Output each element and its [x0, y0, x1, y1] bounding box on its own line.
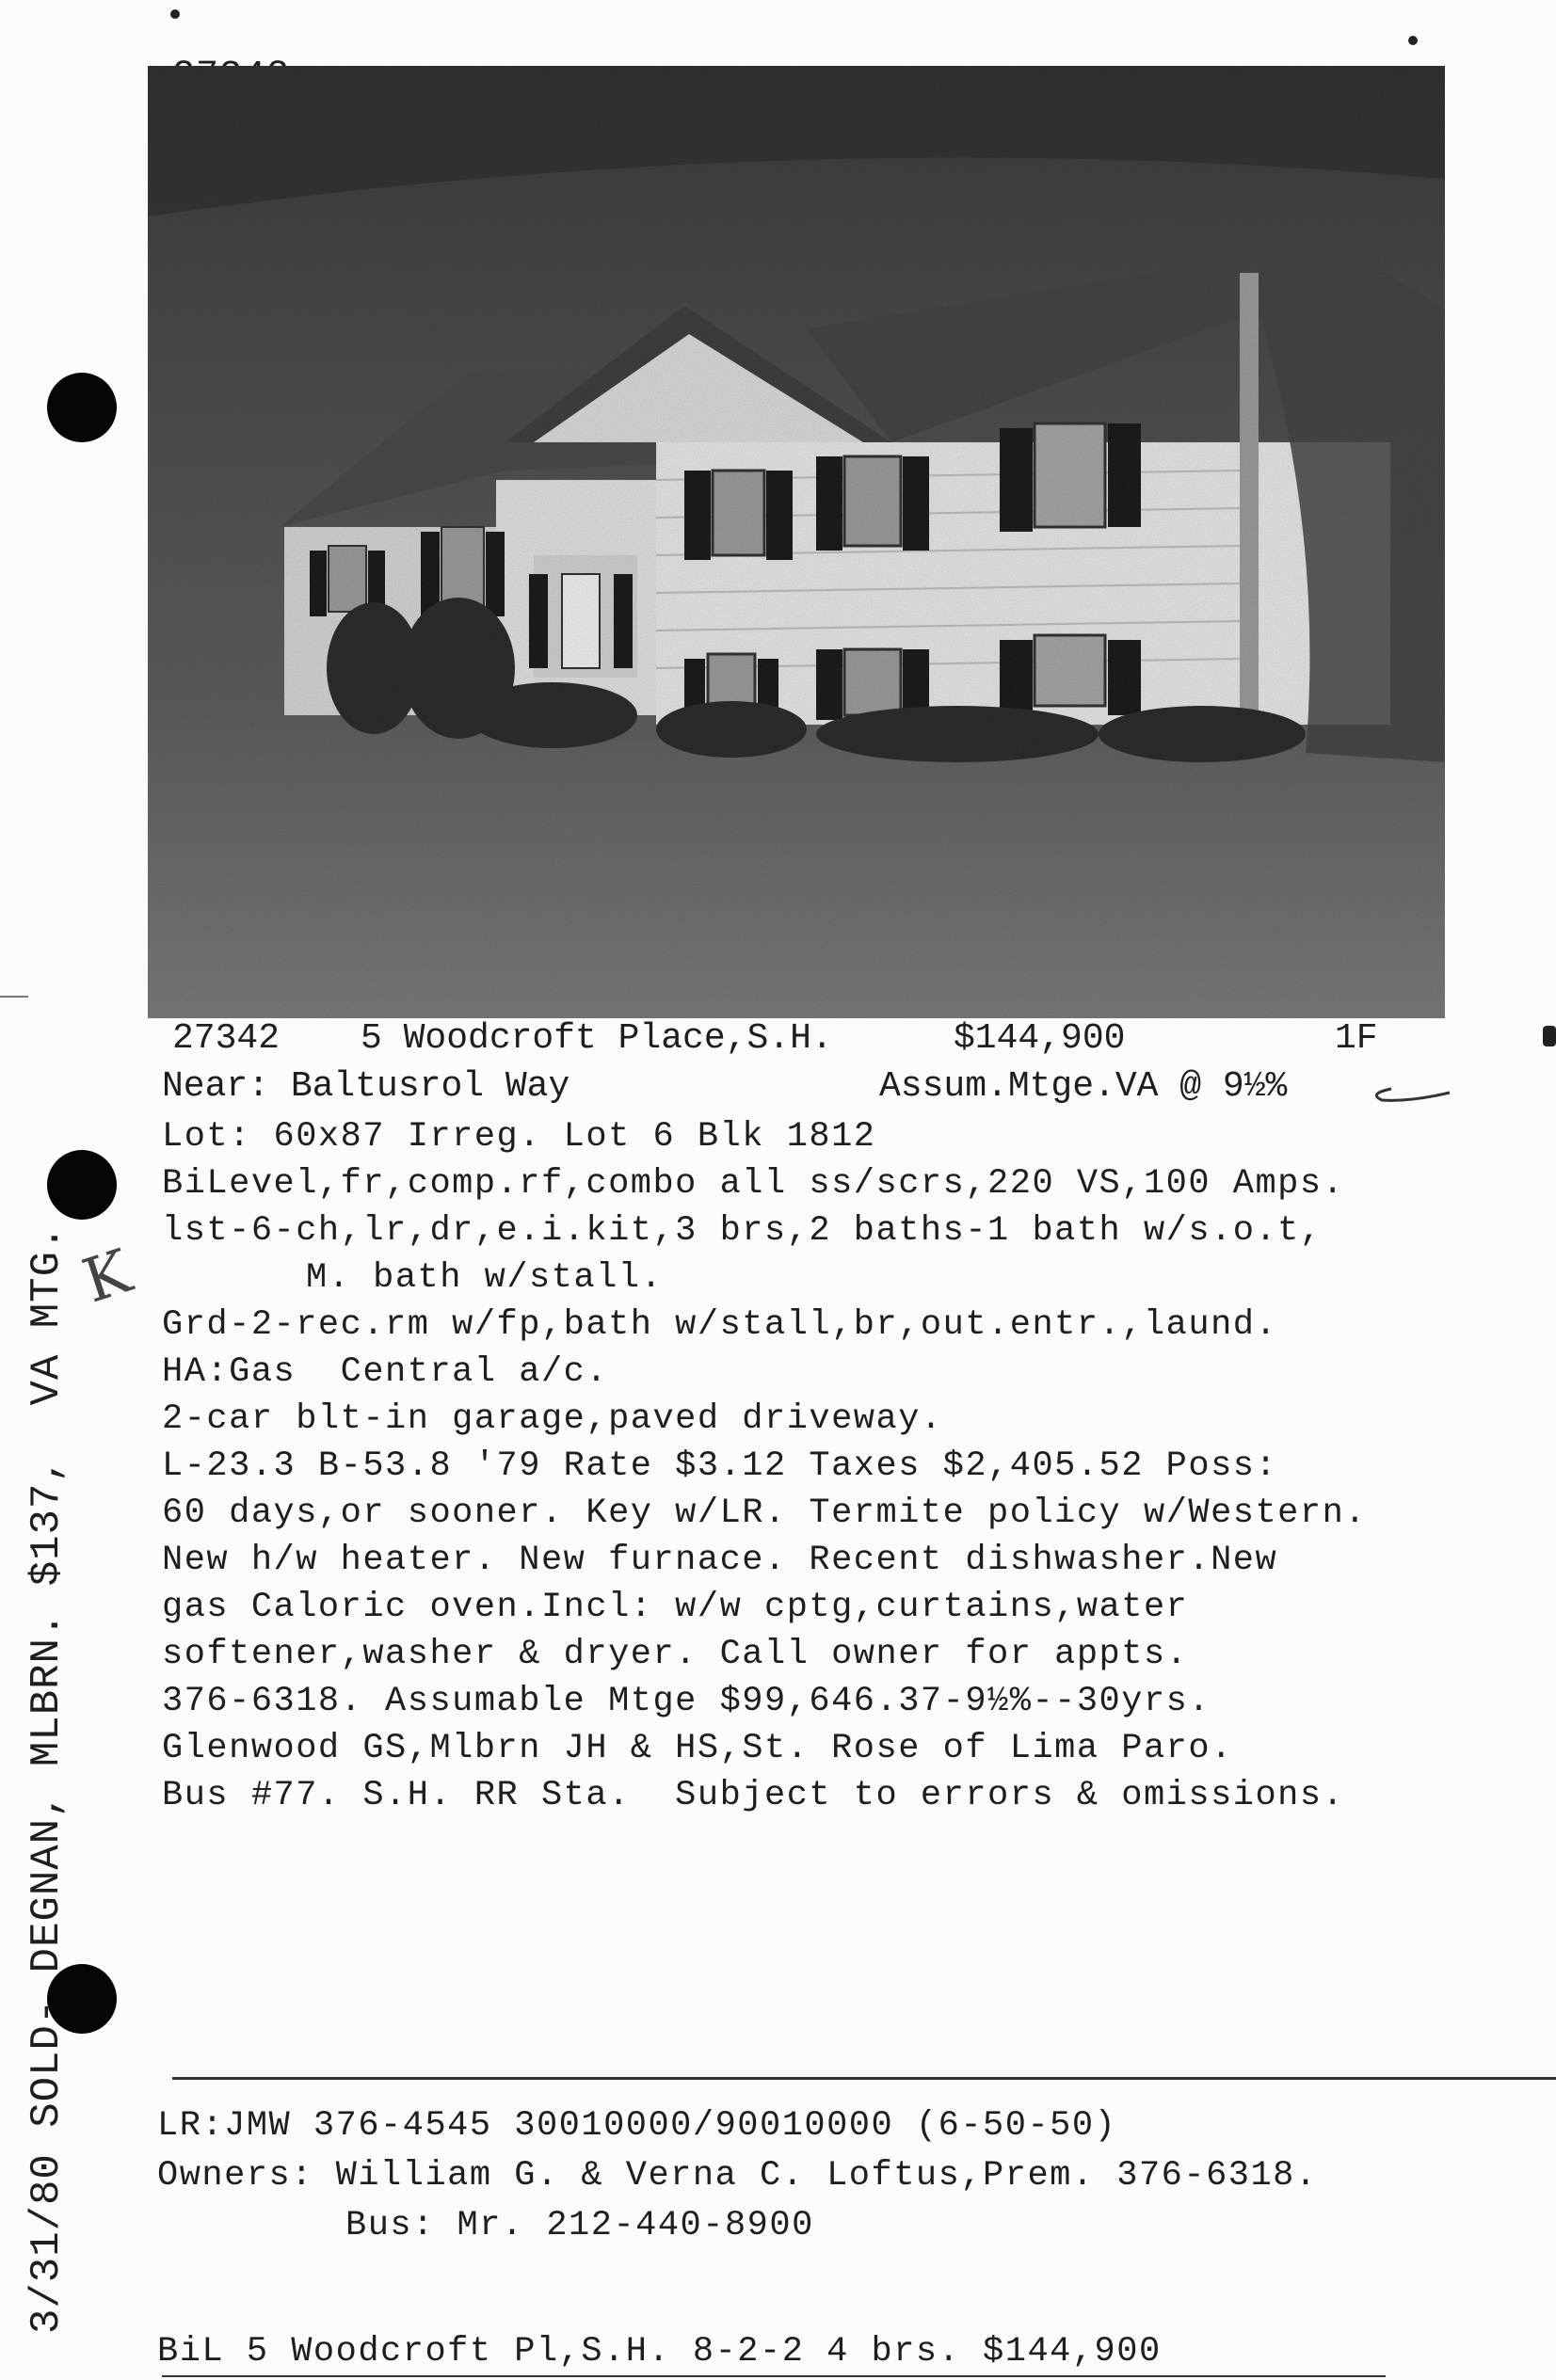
detail-line: Grd-2-rec.rm w/fp,bath w/stall,br,out.entr.,laund.: [162, 1305, 1278, 1345]
detail-line: softener,washer & dryer. Call owner for appts.: [162, 1635, 1189, 1674]
binder-hole-top: [47, 373, 117, 442]
summary-underline: [162, 2375, 1386, 2377]
listing-details: [162, 1113, 1480, 1819]
sold-side-note: 3/31/80 SOLD- DEGNAN, MLBRN. $137, VA MTG.: [24, 1224, 71, 2334]
listing-address: 5 Woodcroft Place,S.H.: [361, 1018, 833, 1059]
detail-line: 60 days,or sooner. Key w/LR. Termite policy w/Western.: [162, 1493, 1367, 1533]
mortgage-note: Assum.Mtge.VA @ 9½%: [879, 1066, 1288, 1107]
detail-line: Lot: 60x87 Irreg. Lot 6 Blk 1812: [162, 1117, 876, 1157]
near-location: Near: Baltusrol Way: [162, 1066, 570, 1107]
listing-number: 27342: [172, 1018, 281, 1059]
listing-realtor-line: LR:JMW 376-4545 30010000/90010000 (6-50-50): [157, 2106, 1117, 2146]
house-photo: [148, 66, 1445, 1018]
detail-line: M. bath w/stall.: [306, 1258, 664, 1298]
detail-line: 376-6318. Assumable Mtge $99,646.37-9½%--30yrs.: [162, 1682, 1211, 1721]
edge-mark-left: [0, 996, 28, 998]
handwritten-k-mark: K: [74, 1237, 140, 1318]
binder-hole-middle: [47, 1150, 117, 1220]
near-row: [162, 1066, 1386, 1109]
business-phone-line: Bus: Mr. 212-440-8900: [345, 2206, 814, 2245]
detail-line: BiLevel,fr,comp.rf,combo all ss/scrs,220 VS,100 Amps.: [162, 1164, 1345, 1204]
detail-line: New h/w heater. New furnace. Recent dishwasher.New: [162, 1541, 1278, 1580]
detail-line: HA:Gas Central a/c.: [162, 1352, 609, 1392]
owners-line: Owners: William G. & Verna C. Loftus,Prem. 376-6318.: [157, 2156, 1318, 2196]
corner-dot-right: [1408, 36, 1418, 45]
listing-type: 1F: [1335, 1018, 1378, 1059]
detail-line: lst-6-ch,lr,dr,e.i.kit,3 brs,2 baths-1 bath w/s.o.t,: [162, 1211, 1323, 1251]
detail-line: gas Caloric oven.Incl: w/w cptg,curtains,water: [162, 1588, 1189, 1627]
divider-rule: [172, 2077, 1556, 2080]
listing-price: $144,900: [954, 1018, 1126, 1059]
listing-header: [172, 1018, 1396, 1061]
edge-mark-right: [1543, 1026, 1556, 1046]
handwritten-check-mark: [1363, 1079, 1453, 1108]
summary-line: BiL 5 Woodcroft Pl,S.H. 8-2-2 4 brs. $144,900: [157, 2332, 1162, 2372]
detail-line: 2-car blt-in garage,paved driveway.: [162, 1399, 943, 1439]
corner-dot-left: [170, 9, 180, 19]
footer-info: [157, 2101, 1318, 2251]
detail-line: Glenwood GS,Mlbrn JH & HS,St. Rose of Lima Paro.: [162, 1729, 1233, 1768]
detail-line: Bus #77. S.H. RR Sta. Subject to errors & omissions.: [162, 1776, 1345, 1815]
detail-line: L-23.3 B-53.8 '79 Rate $3.12 Taxes $2,405.52 Poss:: [162, 1446, 1278, 1486]
